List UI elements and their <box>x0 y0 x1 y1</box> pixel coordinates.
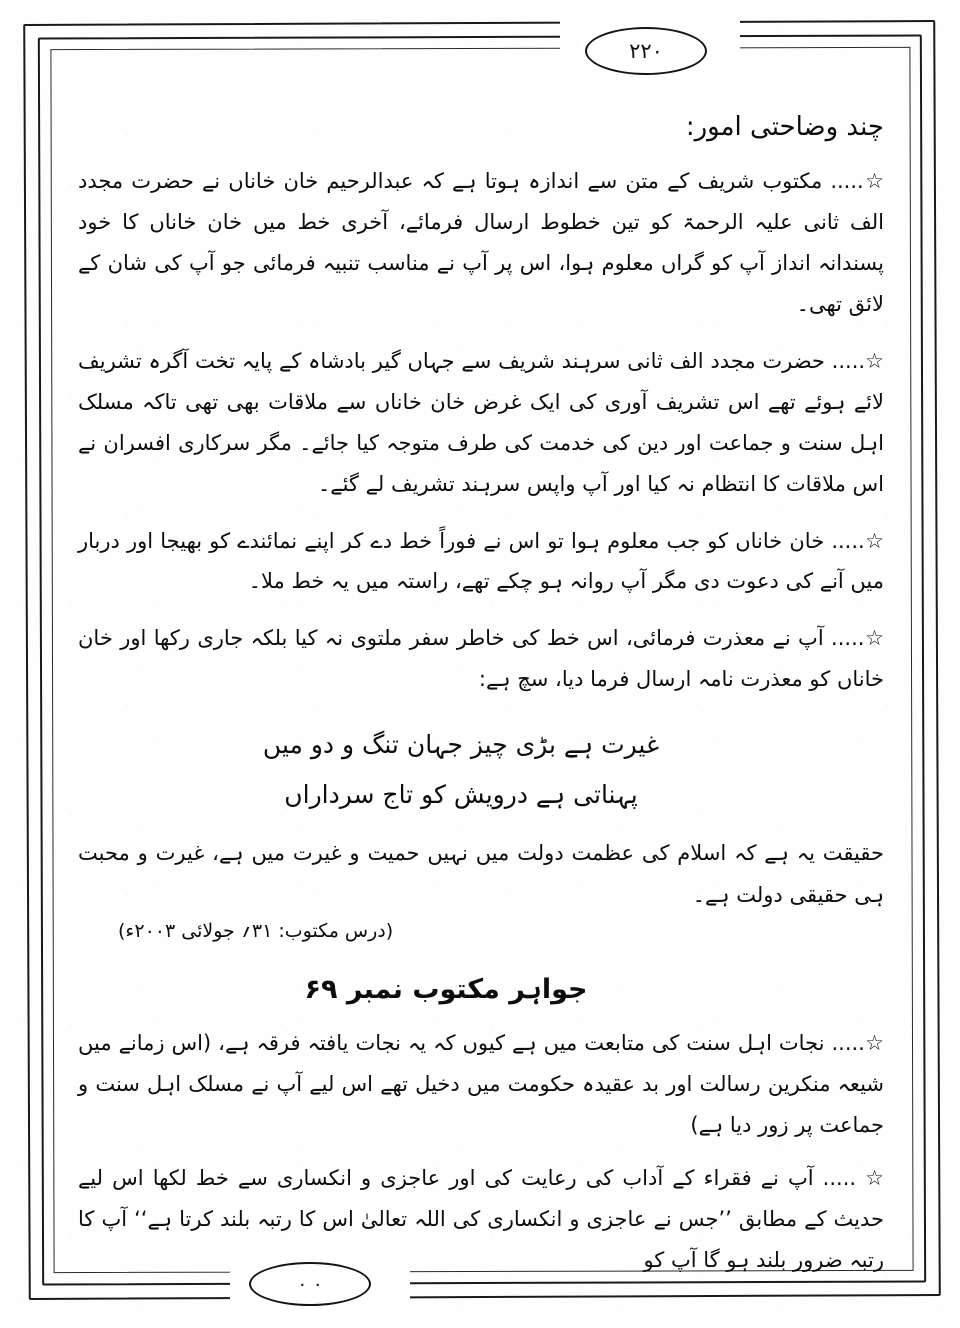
jawahir-section-heading: جواہر مکتوب نمبر ۶۹ <box>304 974 588 1006</box>
jawahir-paragraph-2: ☆ ..... آپ نے فقراء کے آداب کی رعایت کی اور عاجزی و انکساری سے خط لکھا اس لیے حدیث کے مطابق ’’جس نے عاجزی و انکساری کی اللہ تعالیٰ اس کا رتبہ بلند کرتا ہے‘‘ آپ کا رتبہ ضرور بلند ہو گا آپ کو <box>78 1166 884 1273</box>
couplet-line-1: غیرت ہے بڑی چیز جہان تنگ و دو میں <box>262 730 660 760</box>
poetry-couplet <box>78 720 884 820</box>
page-number-bottom: ۰ ۰ <box>249 1262 371 1306</box>
couplet-line-2: پہناتی ہے درویش کو تاج سرداراں <box>284 780 638 810</box>
body-paragraph-1: ☆..... مکتوب شریف کے متن سے اندازہ ہوتا ہے کہ عبدالرحیم خان خاناں نے حضرت مجدد الف ثانی علیہ الرحمۃ کو تین خطوط ارسال فرمائے، آخری خط میں خان خاناں کا خود پسندانہ انداز آپ کو گراں معلوم ہوا، اس پر آپ نے مناسب تنبیہ فرمائی جو آپ کی شان کے لائق تھی۔ <box>78 169 884 316</box>
body-paragraph-2: ☆..... حضرت مجدد الف ثانی سرہند شریف سے جہاں گیر بادشاہ کے پایہ تخت آگرہ تشریف لائے ہوئے تھے اس تشریف آوری کی ایک غرض خان خاناں سے ملاقات بھی تھی تاکہ مسلک اہل سنت و جماعت اور دین کی خدمت کی طرف متوجہ کیا جائے۔ مگر سرکاری افسران نے اس ملاقات کا انتظام نہ کیا اور آپ واپس سرہند تشریف لے گئے۔ <box>78 348 884 496</box>
source-reference: (درس مکتوب: ۳۱؍ جولائی ۲۰۰۳ء) <box>118 920 394 943</box>
page-content <box>78 100 884 1293</box>
jawahir-paragraph-1: ☆..... نجات اہل سنت کی متابعت میں ہے کیوں کہ یہ نجات یافتہ فرقہ ہے، (اس زمانے میں شیعہ منکرین رسالت اور بد عقیدہ حکومت میں دخیل تھے اس لیے آپ نے مسلک اہل سنت و جماعت پر زور دیا ہے) <box>78 1031 884 1138</box>
section-heading: چند وضاحتی امور: <box>685 112 884 142</box>
body-paragraph-3: ☆..... خان خاناں کو جب معلوم ہوا تو اس نے فوراً خط دے کر اپنے نمائندے کو بھیجا اور دربار میں آنے کی دعوت دی مگر آپ روانہ ہو چکے تھے، راستہ میں یہ خط ملا۔ <box>78 528 884 594</box>
closing-text: حقیقت یہ ہے کہ اسلام کی عظمت دولت میں نہیں حمیت و غیرت میں ہے، غیرت و محبت ہی حقیقی دولت ہے۔ <box>78 841 884 908</box>
body-paragraph-4: ☆..... آپ نے معذرت فرمائی، اس خط کی خاطر سفر ملتوی نہ کیا بلکہ جاری رکھا اور خان خاناں کو معذرت نامہ ارسال فرما دیا، سچ ہے: <box>78 626 884 692</box>
page-number-top: ۲۲۰ <box>585 27 707 75</box>
